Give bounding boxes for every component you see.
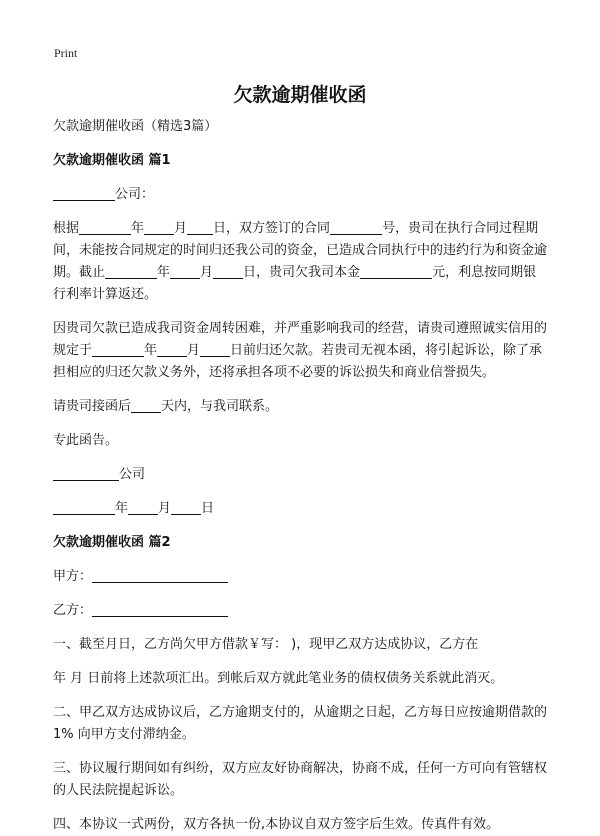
blank <box>53 465 119 481</box>
signature-date: 年 月 日 <box>53 498 549 520</box>
blank <box>157 341 187 357</box>
blank-company <box>53 185 115 201</box>
section-1-heading: 欠款逾期催收函 篇1 <box>53 153 171 168</box>
party-a-line: 甲方： <box>53 566 549 588</box>
clause-3: 三、协议履行期间如有纠纷，双方应友好协商解决，协商不成，任何一方可向有管辖权的人民法院提起诉讼。 <box>53 761 548 798</box>
blank <box>105 263 157 279</box>
blank <box>213 263 243 279</box>
blank <box>187 219 213 235</box>
section-2-heading: 欠款逾期催收函 篇2 <box>53 535 171 550</box>
blank <box>79 219 131 235</box>
blank <box>360 263 432 279</box>
blank <box>131 397 161 413</box>
section-1-paragraph-1: 根据 年 月 日，双方签订的合同 号，贵司在执行合同过程期间，未能按合同规定的时间归还我公司的资金，已造成合同执行中的违约行为和资金逾期。截止 年 月 日，贵司欠我司本金 元，利息按同期银行利率计算返还。 <box>53 221 548 302</box>
blank <box>92 601 228 617</box>
subtitle: 欠款逾期催收函（精选3篇） <box>53 119 218 134</box>
document-body <box>53 116 549 836</box>
clause-1b: 年 月 日前将上述款项汇出。到帐后双方就此笔业务的债权债务关系就此消灭。 <box>53 671 504 686</box>
clause-4: 四、本协议一式两份，双方各执一份,本协议自双方签字后生效。传真件有效。 <box>53 817 500 832</box>
clause-2: 二、甲乙双方达成协议后，乙方逾期支付的，从逾期之日起，乙方每日应按逾期借款的 1% 向甲方支付滞纳金。 <box>53 705 548 742</box>
section-1-paragraph-2: 因贵司欠款已造成我司资金周转困难，并严重影响我司的经营，请贵司遵照诚实信用的规定于 年 月 日前归还欠款。若贵司无视本函，将引起诉讼，除了承担相应的归还欠款义务外，还将承担各项不必要的诉讼损失和商业信誉损失。 <box>53 321 548 380</box>
blank <box>53 499 115 515</box>
clause-1a: 一、截至月日，乙方尚欠甲方借款￥写： )，现甲乙双方达成协议，乙方在 <box>53 637 479 652</box>
blank <box>144 219 174 235</box>
blank <box>200 341 230 357</box>
blank <box>128 499 158 515</box>
closing-text: 专此函告。 <box>53 433 119 448</box>
blank <box>92 341 144 357</box>
blank <box>330 219 382 235</box>
addressee-line: 公司： <box>53 184 549 206</box>
document-title: 欠款逾期催收函 <box>233 84 367 106</box>
section-1-paragraph-3: 请贵司接函后 天内，与我司联系。 <box>53 399 279 414</box>
signature-company: 公司 <box>53 464 549 486</box>
party-b-line: 乙方： <box>53 600 549 622</box>
blank <box>170 263 200 279</box>
blank <box>171 499 201 515</box>
print-link[interactable]: Print <box>54 46 78 60</box>
blank <box>92 567 228 583</box>
